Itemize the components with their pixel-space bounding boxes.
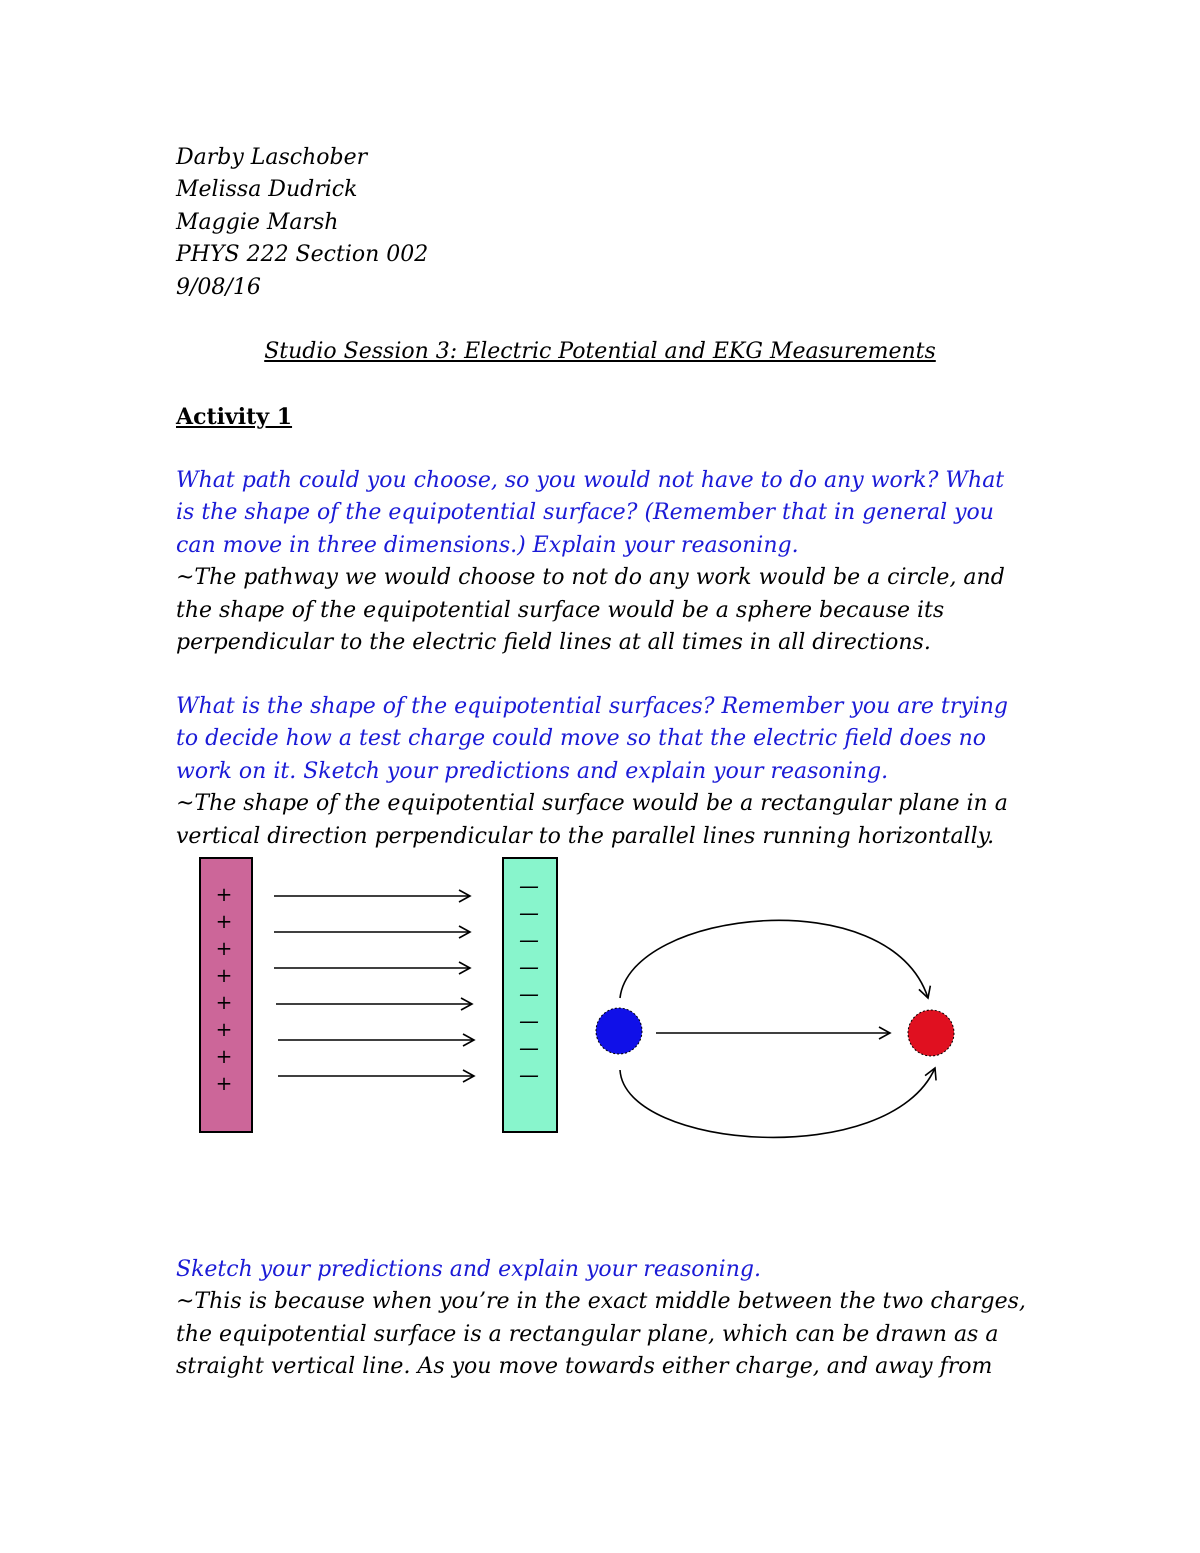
answer-3-line-3: straight vertical line. As you move towards either charge, and away from bbox=[176, 1354, 993, 1380]
plus-sign: + bbox=[215, 1071, 233, 1095]
plus-sign: + bbox=[215, 1017, 233, 1041]
author-line-1: Darby Laschober bbox=[176, 145, 368, 170]
section-1 bbox=[176, 465, 1056, 659]
section-3 bbox=[176, 1254, 1056, 1384]
field-lines bbox=[274, 896, 474, 1076]
upper-curved-path bbox=[620, 920, 928, 998]
document-title: Studio Session 3: Electric Potential and EKG Measurements bbox=[264, 339, 936, 364]
question-1-line-3: can move in three dimensions.) Explain your reasoning. bbox=[176, 532, 799, 558]
question-2-line-1: What is the shape of the equipotential surfaces? Remember you are trying bbox=[176, 694, 1008, 719]
plus-sign: + bbox=[215, 1044, 233, 1068]
answer-1-line-2: the shape of the equipotential surface would be a sphere because its bbox=[176, 597, 945, 623]
question-1-line-1: What path could you choose, so you would not have to do any work? What bbox=[176, 468, 1005, 493]
question-3-line-1: Sketch your predictions and explain your reasoning. bbox=[176, 1257, 761, 1282]
answer-1-line-3: perpendicular to the electric field lines at all times in all directions. bbox=[176, 630, 931, 656]
plus-sign: + bbox=[215, 909, 233, 933]
minus-sign: — bbox=[519, 874, 539, 898]
minus-sign: — bbox=[519, 928, 539, 952]
field-diagram bbox=[190, 850, 970, 1150]
answer-2-line-2: vertical direction perpendicular to the parallel lines running horizontally. bbox=[176, 823, 995, 849]
activity-heading: Activity 1 bbox=[176, 404, 293, 430]
plus-sign: + bbox=[215, 882, 233, 906]
minus-sign: — bbox=[519, 1063, 539, 1087]
question-1-line-2: is the shape of the equipotential surface? (Remember that in general you bbox=[176, 500, 994, 526]
answer-3-line-1: ~This is because when you’re in the exact middle between the two charges, bbox=[176, 1289, 1026, 1315]
minus-sign: — bbox=[519, 1009, 539, 1033]
minus-sign: — bbox=[519, 955, 539, 979]
red-charge bbox=[908, 1010, 954, 1056]
lower-curved-path bbox=[620, 1068, 935, 1137]
author-line-2: Melissa Dudrick bbox=[176, 177, 358, 203]
question-2-line-3: work on it. Sketch your predictions and explain your reasoning. bbox=[176, 758, 889, 784]
minus-sign: — bbox=[519, 982, 539, 1006]
author-line-3: Maggie Marsh bbox=[176, 209, 339, 235]
author-header bbox=[176, 142, 428, 304]
section-2 bbox=[176, 691, 1056, 853]
minus-sign: — bbox=[519, 1036, 539, 1060]
answer-1-line-1: ~The pathway we would choose to not do any work would be a circle, and bbox=[176, 565, 1005, 591]
blue-charge bbox=[596, 1008, 642, 1054]
date-line: 9/08/16 bbox=[176, 274, 261, 300]
charge-paths bbox=[620, 920, 935, 1137]
course-line: PHYS 222 Section 002 bbox=[176, 242, 429, 268]
plus-sign: + bbox=[215, 990, 233, 1014]
answer-2-line-1: ~The shape of the equipotential surface would be a rectangular plane in a bbox=[176, 791, 1008, 817]
answer-3-line-2: the equipotential surface is a rectangular plane, which can be drawn as a bbox=[176, 1321, 999, 1347]
minus-sign: — bbox=[519, 901, 539, 925]
plus-sign: + bbox=[215, 963, 233, 987]
plus-sign: + bbox=[215, 936, 233, 960]
question-2-line-2: to decide how a test charge could move so that the electric field does no bbox=[176, 726, 987, 752]
